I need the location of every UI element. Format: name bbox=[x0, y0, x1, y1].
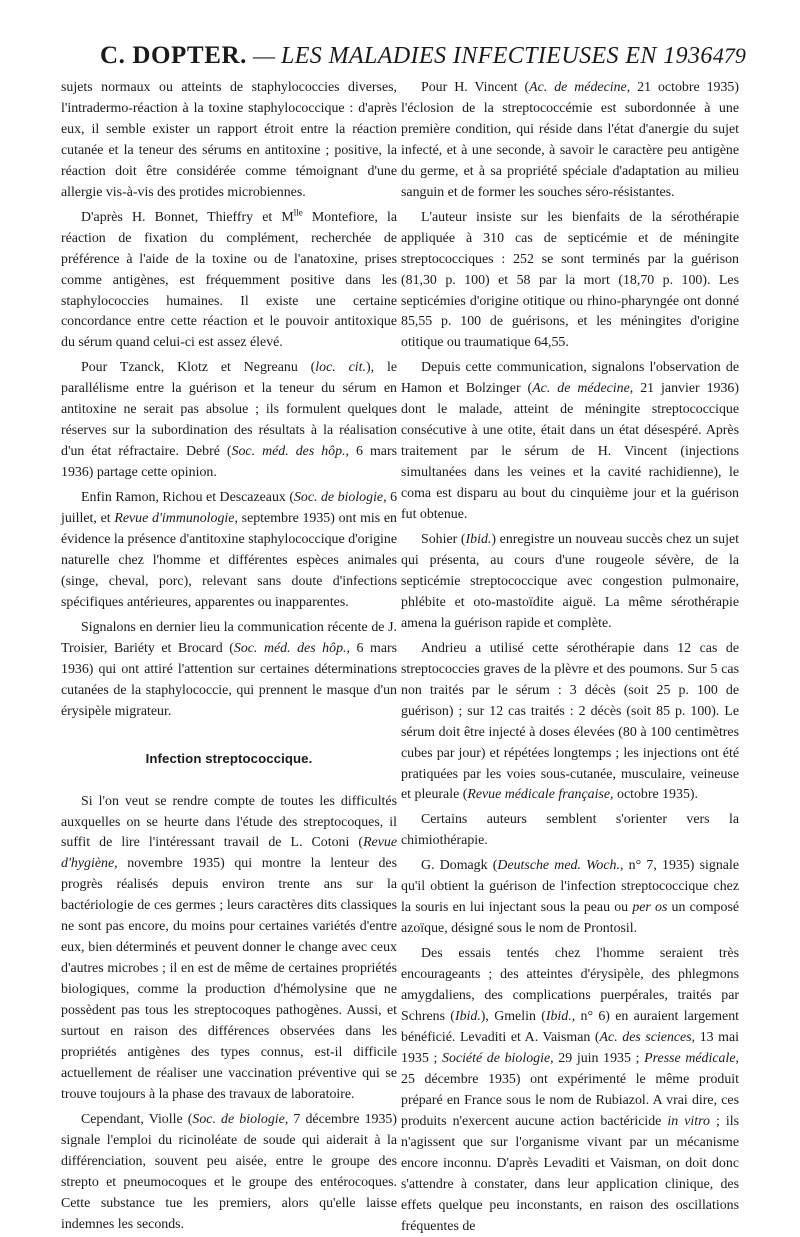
paragraph: Depuis cette communication, signalons l'observation de Hamon et Bolzinger (Ac. de médecine, 21 janvier 1936) dont le malade, atteint de méningite streptococcique consécutive à une otite, était dans un état désespéré. Après traitement par le sérum de H. Vincent (injections simultanées dans les veines et la cavité rachidienne), le coma est disparu au bout du cinquième jour et la guérison fut obtenue. bbox=[401, 360, 739, 523]
paragraph: Cependant, Violle (Soc. de biologie, 7 décembre 1935) signale l'emploi du ricinoléate de soude qui aiderait à la différenciation, souvent peu aisée, entre le groupe des strepto et pneumocoques et le groupe des entérocoques. Cette substance tue les premiers, alors qu'elle laisse indemnes les seconds. bbox=[61, 1111, 397, 1232]
citation: Société de biologie bbox=[442, 1050, 551, 1066]
paragraph: Si l'on veut se rendre compte de toutes les difficultés auxquelles on se heurte dans l'étude des streptocoques, il suffit de lire l'intéressant travail de L. Cotoni (Revue d'hygiène, novembre 1935) qui montre la lenteur des progrès réalisés depuis environ trente ans sur la bactériologie de ces germes ; leurs caractères dits classiques ne sont pas encore, du moins pour certaines variétés d'entre eux, bien déterminés et peuvent donner le change avec ceux d'autres microbes ; il en est de même de certaines propriétés biologiques, comme la production d'hémolysine que ne possèdent pas tous les streptocoques pathogènes. Aussi, et surtout en raison des différences observées dans les propriétés antigènes des types connus, est-il difficile actuellement de réaliser une vaccination préventive qui se trouve toujours à la phase des travaux de laboratoire. bbox=[61, 793, 397, 1102]
citation: Revue médicale française bbox=[467, 787, 611, 803]
citation: Ibid. bbox=[545, 1008, 572, 1024]
citation: Ac. des sciences bbox=[599, 1029, 692, 1045]
citation: Soc. méd. des hôp. bbox=[233, 640, 347, 656]
paragraph: G. Domagk (Deutsche med. Woch., n° 7, 1935) signale qu'il obtient la guérison de l'infection streptococcique chez la souris en lui injectant sous la peau ou per os un composé azoïque, désigné sous le nom de Prontosil. bbox=[401, 858, 740, 937]
paragraph: Enfin Ramon, Richou et Descazeaux (Soc. de biologie, 6 juillet, et Revue d'immunologie, septembre 1935) ont mis en évidence la présence d'antitoxine staphylococcique d'origine naturelle chez l'homme et différentes espèces animales (singe, cheval, porc), relevant sans doute d'infections spécifiques antérieures, apparentes ou inapparentes. bbox=[61, 490, 398, 610]
header-dash: — bbox=[252, 43, 275, 68]
running-head bbox=[100, 42, 745, 76]
paragraph: Sohier (Ibid.) enregistre un nouveau succès chez un sujet qui présenta, au cours d'une rougeole sévère, de la septicémie streptococcique avec congestion pulmonaire, phlébite et oto-mastoïdite aiguë. La même sérothérapie amena la guérison rapide et complète. bbox=[401, 532, 739, 631]
citation: Revue d'immunologie bbox=[114, 511, 235, 527]
paragraph: Signalons en dernier lieu la communication récente de J. Troisier, Bariéty et Brocard (Soc. méd. des hôp., 6 mars 1936) qui ont attiré l'attention sur certaines déterminations cutanées de la staphylococcie, qui prennent le masque d'un érysipèle migrateur. bbox=[61, 619, 398, 719]
header-title: LES MALADIES INFECTIEUSES EN 1936 bbox=[280, 43, 713, 69]
citation: Deutsche med. Woch. bbox=[497, 858, 620, 874]
paragraph: L'auteur insiste sur les bienfaits de la sérothérapie appliquée à 310 cas de septicémie et de méningite streptococciques : 252 se sont terminés par la guérison (81,30 p. 100) et 58 par la mort (18,70 p. 100). Les septicémies d'origine otitique ou rhino-pharyngée ont donné 85,55 p. 100 de guérisons, et les méningites d'origine otitique ou traumatique 64,55. bbox=[401, 209, 739, 351]
paragraph: Pour H. Vincent (Ac. de médecine, 21 octobre 1935) l'éclosion de la streptococcémie est subordonnée à une première condition, qui réside dans l'état d'anergie du sujet infecté, et à une seconde, à savoir le caractère peu antigène du germe, et à sa propriété spéciale d'adaptation au milieu sanguin et de former les souches séro-résistantes. bbox=[401, 80, 739, 200]
citation: Presse médicale bbox=[644, 1050, 736, 1066]
citation: per os bbox=[632, 900, 668, 916]
paragraph: D'après H. Bonnet, Thieffry et $M^{lle}$ Montefiore, la réaction de fixation du complément, recherchée de préférence à l'aide de la toxine ou de l'anatoxine, prises comme antigènes, est fréquemment positive dans les staphylococcies humaines. Il existe une certaine concordance entre cette réaction et le pouvoir antitoxique du sérum quand celui-ci est assez élevé. bbox=[61, 207, 397, 351]
citation: Revue d'hygiène bbox=[61, 835, 397, 872]
paragraph: Des essais tentés chez l'homme seraient très encourageants ; des atteintes d'érysipèle, des phlegmons amygdaliens, des complications puerpérales, traités par Schrens (Ibid.), Gmelin (Ibid., n° 6) en auraient largement bénéficié. Levaditi et A. Vaisman (Ac. des sciences, 13 mai 1935 ; Société de biologie, 29 juin 1935 ; Presse médicale, 25 décembre 1935) ont expérimenté le même produit préparé en France sous le nom de Rubiazol. A vrai dire, ces produits n'exercent aucune action bactéricide in vitro ; ils n'agissent que sur l'organisme vivant par un mécanisme encore inconnu. D'après Levaditi et Vaisman, on doit donc s'attendre à constater, dans leur application clinique, des effets quelque peu inconstants, en raison des oscillations fréquentes de bbox=[401, 946, 739, 1234]
citation: Ibid. bbox=[454, 1008, 481, 1024]
citation: Soc. de biologie bbox=[293, 490, 384, 506]
paragraph: Certains auteurs semblent s'orienter vers la chimiothérapie. bbox=[401, 812, 739, 849]
section-heading: Infection streptococcique. bbox=[145, 750, 313, 766]
citation: Soc. de biologie bbox=[192, 1111, 285, 1127]
citation: Ac. de médecine bbox=[529, 80, 627, 95]
right-column bbox=[401, 78, 739, 1237]
paragraph: sujets normaux ou atteints de staphylococcies diverses, l'intradermo-réaction à la toxine staphylococcique : d'après eux, il semble exister un rapport étroit entre la réaction cutanée et la teneur des sérums en antitoxine ; positive, la réaction doit être considérée comme témoignant d'une allergie vis-à-vis des protides microbiennes. bbox=[61, 80, 397, 200]
page-number: 479 bbox=[712, 43, 746, 68]
citation: Soc. méd. des hôp. bbox=[231, 444, 346, 460]
left-column bbox=[61, 78, 397, 1236]
header-author: C. DOPTER. bbox=[100, 42, 247, 69]
paragraph: Pour Tzanck, Klotz et Negreanu (loc. cit.), le parallélisme entre la guérison et la teneur du sérum en antitoxine ne serait pas absolue ; ils formulent quelques réserves sur la subordination des résultats à la réalisation d'un état réfractaire. Debré (Soc. méd. des hôp., 6 mars 1936) partage cette opinion. bbox=[61, 360, 397, 481]
citation: in vitro bbox=[667, 1113, 710, 1129]
citation: Ibid. bbox=[465, 532, 492, 548]
citation: Ac. de médecine bbox=[532, 381, 630, 397]
citation: loc. cit. bbox=[315, 360, 366, 376]
paragraph: Andrieu a utilisé cette sérothérapie dans 12 cas de streptococcies graves de la plèvre et des poumons. Sur 5 cas non traités par le sérum : 3 décès (soit 25 p. 100 de guérison) ; sur 12 cas traités : 2 décès (soit 85 p. 100). Le sérum doit être injecté à doses élevées (80 à 100 centimètres cubes par jour) et répétées longtemps ; les injections ont été pratiquées par les voies sous-cutanée, musculaire, veineuse et pleurale (Revue médicale française, octobre 1935). bbox=[401, 640, 739, 803]
